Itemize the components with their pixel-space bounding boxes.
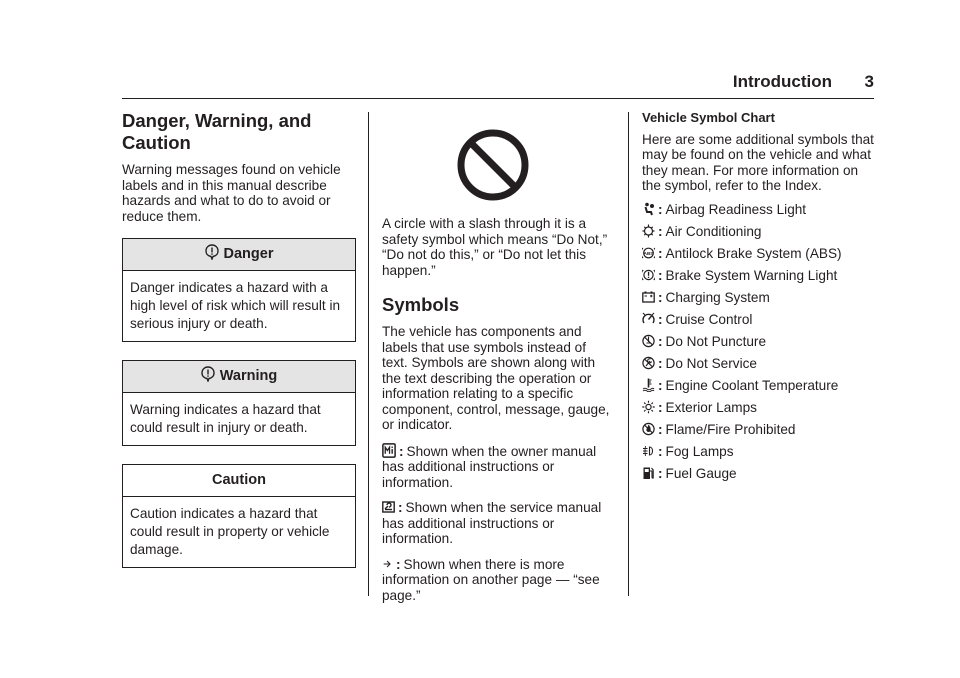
warning-header	[123, 361, 355, 393]
symbol-item: : Do Not Puncture	[642, 334, 878, 350]
cruise-control-icon	[642, 312, 655, 326]
battery-icon	[642, 290, 655, 304]
owner-manual-icon	[382, 443, 396, 458]
danger-label: Danger	[223, 246, 274, 262]
warning-symbol-icon	[205, 244, 219, 260]
service-manual-icon	[382, 500, 395, 514]
column-middle	[382, 110, 614, 613]
flame-icon	[642, 422, 655, 436]
caution-header	[123, 465, 355, 497]
column-right	[642, 110, 878, 488]
abs-icon	[642, 246, 655, 260]
page-number: 3	[864, 72, 874, 91]
symbol-item: : Flame/Fire Prohibited	[642, 422, 878, 438]
symbol-item: : Brake System Warning Light	[642, 268, 878, 284]
symbol-item: : Exterior Lamps	[642, 400, 878, 416]
fog-lamps-icon	[642, 444, 655, 458]
air-conditioning-icon	[642, 224, 655, 238]
vehicle-symbol-chart-title: Vehicle Symbol Chart	[642, 110, 775, 125]
see-page-entry: : Shown when there is more information on another page — “see page.”	[382, 556, 600, 603]
vehicle-symbol-intro: Here are some additional symbols that may be found on the vehicle and what they mean. For more information on the symbol, refer to the Index.	[642, 131, 874, 193]
symbol-item: : Airbag Readiness Light	[642, 202, 878, 218]
fuel-gauge-icon	[642, 466, 655, 480]
danger-header	[123, 239, 355, 271]
danger-box	[122, 238, 356, 342]
airbag-icon	[642, 202, 655, 216]
coolant-temperature-icon	[642, 378, 655, 392]
service-manual-text: Shown when the service manual has additional instructions or information.	[382, 500, 602, 546]
symbols-heading: Symbols	[382, 294, 460, 315]
sign-caption: A circle with a slash through it is a safety symbol which means “Do Not,” “Do not do this,” or “Do not let this happen.”	[382, 216, 608, 278]
svg-text:ABS: ABS	[643, 250, 654, 256]
warning-box	[122, 360, 356, 446]
column-left	[122, 110, 356, 584]
symbol-item: : Air Conditioning	[642, 224, 878, 240]
symbol-item: : Fog Lamps	[642, 444, 878, 460]
brake-warning-icon	[642, 268, 655, 282]
do-not-puncture-icon	[642, 334, 655, 348]
caution-text: Caution indicates a hazard that could result in property or vehicle damage.	[130, 506, 330, 557]
page-header	[122, 72, 874, 99]
symbol-item: : Fuel Gauge	[642, 466, 878, 482]
column-divider	[628, 112, 629, 596]
symbol-item: : Cruise Control	[642, 312, 878, 328]
section-title: Introduction	[732, 72, 832, 91]
warning-text: Warning indicates a hazard that could result in injury or death.	[130, 402, 321, 435]
danger-text: Danger indicates a hazard with a high level of risk which will result in serious injury or death.	[130, 280, 341, 331]
service-manual-entry: : Shown when the service manual has additional instructions or information.	[382, 500, 602, 546]
caution-label: Caution	[212, 472, 266, 488]
warning-symbol-icon	[201, 366, 215, 382]
warning-label: Warning	[219, 368, 278, 384]
owner-manual-entry: : Shown when the owner manual has additional instructions or information.	[382, 443, 597, 490]
do-not-sign-icon	[456, 128, 530, 202]
exterior-lamps-icon	[642, 400, 655, 414]
section-heading: Danger, Warning, and Caution	[122, 110, 312, 153]
intro-paragraph: Warning messages found on vehicle labels and in this manual describe hazards and what to do to avoid or reduce them.	[122, 162, 341, 224]
symbols-intro: The vehicle has components and labels that use symbols instead of text. Symbols are shown along with the text describing the operation or information relating to a specific component, control, message, gauge, or indicator.	[382, 324, 610, 432]
symbol-item: ABS : Antilock Brake System (ABS)	[642, 246, 878, 262]
owner-manual-text: Shown when the owner manual has additional instructions or information.	[382, 443, 597, 490]
symbol-item: : Engine Coolant Temperature	[642, 378, 878, 394]
symbol-item: : Charging System	[642, 290, 878, 306]
see-page-text: Shown when there is more information on another page — “see page.”	[382, 556, 600, 603]
caution-box	[122, 464, 356, 568]
column-divider	[368, 112, 369, 596]
see-page-icon	[382, 557, 393, 571]
do-not-service-icon	[642, 356, 655, 370]
symbol-item: : Do Not Service	[642, 356, 878, 372]
